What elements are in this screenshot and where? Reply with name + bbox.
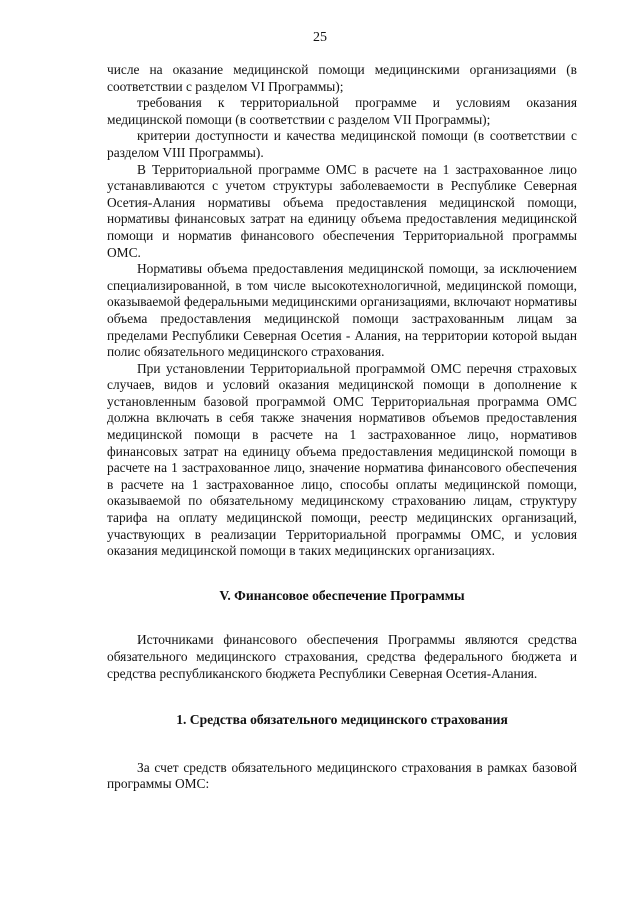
paragraph: Источниками финансового обеспечения Программы являются средства обязательного медицинского страхования, средства федерального бюджета и средства республиканского бюджета Республики Северная Осетия-Алания. bbox=[107, 632, 577, 681]
paragraph: числе на оказание медицинской помощи медицинскими организациями (в соответствии с разделом VI Программы); bbox=[107, 62, 577, 94]
subsection-heading: 1. Средства обязательного медицинского страхования bbox=[176, 712, 508, 728]
paragraph: требования к территориальной программе и условиям оказания медицинской помощи (в соответствии с разделом VII Программы); bbox=[107, 95, 577, 127]
paragraph: В Территориальной программе ОМС в расчете на 1 застрахованное лицо устанавливаются с учетом структуры заболеваемости в Республике Северная Осетия-Алания нормативы объема предоставления медицинской помощи, нормативы финансовых затрат на единицу объема предоставления медицинской помощи и норматив финансового обеспечения Территориальной программы ОМС. bbox=[107, 161, 577, 260]
paragraph: При установлении Территориальной программой ОМС перечня страховых случаев, видов и условий оказания медицинской помощи в дополнение к установленным базовой программой ОМС Территориальная программа ОМС должна включать в себя также значения нормативов объемов предоставления медицинской помощи в расчете на 1 застрахованное лицо, нормативов финансовых затрат на единицу объема предоставления медицинской помощи в расчете на 1 застрахованное лицо, значение норматива финансового обеспечения в расчете на 1 застрахованное лицо, способы оплаты медицинской помощи, оказываемой по обязательному медицинскому страхованию лицам, структуру тарифа на оплату медицинской помощи, реестр медицинских организаций, участвующих в реализации Территориальной программы ОМС, и условия оказания медицинской помощи в таких медицинских организациях. bbox=[107, 360, 577, 559]
paragraph: За счет средств обязательного медицинского страхования в рамках базовой программы ОМС: bbox=[107, 759, 577, 792]
section-heading: V. Финансовое обеспечение Программы bbox=[219, 587, 465, 603]
paragraph: Нормативы объема предоставления медицинской помощи, за исключением специализированной, в том числе высокотехнологичной, медицинской помощи, оказываемой федеральными медицинскими организациями, включают нормативы объема предоставления медицинской помощи застрахованным лицам за пределами Республики Северная Осетия - Алания, на территории которой выдан полис обязательного медицинского страхования. bbox=[107, 261, 577, 360]
document-body bbox=[107, 62, 577, 793]
page-number: 25 bbox=[313, 30, 327, 45]
paragraph: критерии доступности и качества медицинской помощи (в соответствии с разделом VIII Программы). bbox=[107, 128, 577, 160]
